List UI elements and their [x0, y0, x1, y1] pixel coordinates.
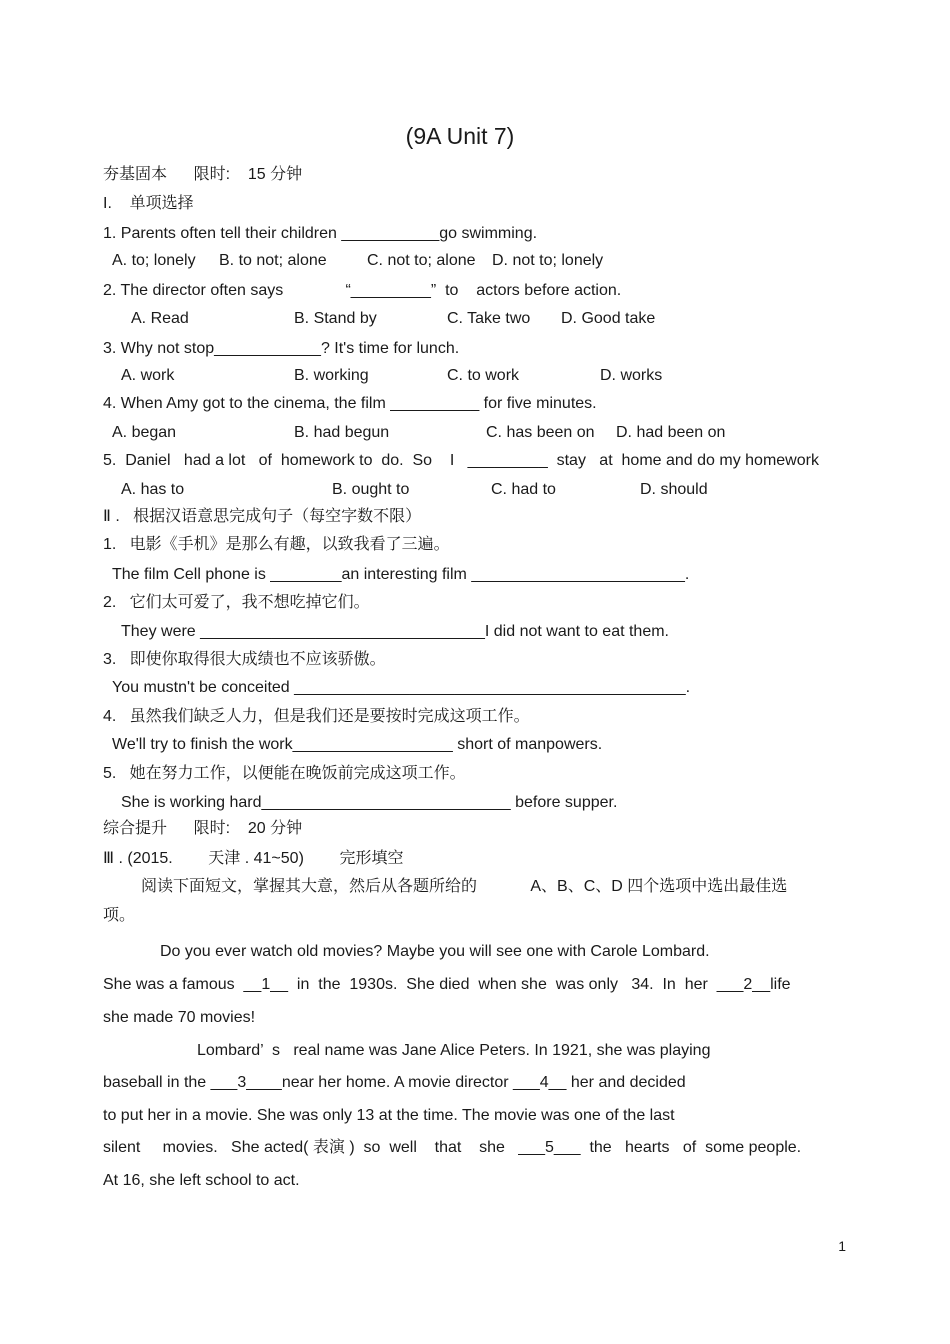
- sentence-1-chinese: 1. 电影《手机》是那么有趣，以致我看了三遍。: [103, 536, 450, 553]
- option-d: D. works: [600, 367, 663, 384]
- sentence-3-chinese: 3. 即使你取得很大成绩也不应该骄傲。: [103, 651, 386, 668]
- part2-title: Ⅱ . 根据汉语意思完成句子（每空字数不限）: [103, 508, 422, 525]
- question-2: 2. The director often says “_________” to actors before action.: [103, 282, 622, 299]
- question-3: 3. Why not stop____________? It's time for lunch.: [103, 340, 460, 357]
- sentence-5-chinese: 5. 她在努力工作，以便能在晚饭前完成这项工作。: [103, 765, 466, 782]
- passage-line-8: At 16, she left school to act.: [103, 1172, 300, 1189]
- option-d: D. should: [640, 481, 708, 498]
- question-1: 1. Parents often tell their children ___________go swimming.: [103, 225, 538, 242]
- option-c: C. has been on: [486, 424, 595, 441]
- page-title: (9A Unit 7): [405, 123, 515, 149]
- option-b: B. Stand by: [294, 310, 377, 327]
- option-a: A. Read: [131, 310, 189, 327]
- question-5: 5. Daniel had a lot of homework to do. So I _________ stay at home and do my homework: [103, 452, 819, 469]
- sentence-5-english: She is working hard____________________________ before supper.: [121, 794, 618, 811]
- question-4: 4. When Amy got to the cinema, the film __________ for five minutes.: [103, 395, 597, 412]
- sentence-2-english: They were ________________________________I did not want to eat them.: [121, 623, 669, 640]
- option-a: A. has to: [121, 481, 185, 498]
- sentence-4-chinese: 4. 虽然我们缺乏人力，但是我们还是要按时完成这项工作。: [103, 708, 530, 725]
- passage-line-1: Do you ever watch old movies? Maybe you will see one with Carole Lombard.: [160, 943, 710, 960]
- option-d: D. had been on: [616, 424, 726, 441]
- option-a: A. began: [112, 424, 177, 441]
- option-c: C. not to; alone: [367, 252, 476, 269]
- option-d: D. not to; lonely: [492, 252, 604, 269]
- sentence-4-english: We'll try to finish the work__________________ short of manpowers.: [112, 736, 603, 753]
- option-b: B. had begun: [294, 424, 390, 441]
- passage-line-3: she made 70 movies!: [103, 1009, 256, 1026]
- option-c: C. to work: [447, 367, 520, 384]
- option-b: B. working: [294, 367, 369, 384]
- part3-title: Ⅲ . (2015. 天津 . 41~50) 完形填空: [103, 850, 404, 867]
- passage-line-2: She was a famous __1__ in the 1930s. She died when she was only 34. In her ___2__life: [103, 976, 791, 993]
- passage-line-5: baseball in the ___3____near her home. A movie director ___4__ her and decided: [103, 1074, 686, 1091]
- option-c: C. Take two: [447, 310, 531, 327]
- section-basic-header: 夯基固本 限时: 15 分钟: [103, 166, 303, 183]
- option-d: D. Good take: [561, 310, 656, 327]
- page-number: 1: [838, 1238, 846, 1254]
- option-a: A. to; lonely: [112, 252, 196, 269]
- section-advanced-header: 综合提升 限时: 20 分钟: [103, 820, 303, 837]
- option-a: A. work: [121, 367, 175, 384]
- passage-line-6: to put her in a movie. She was only 13 at the time. The movie was one of the last: [103, 1107, 675, 1124]
- option-b: B. to not; alone: [219, 252, 327, 269]
- sentence-1-english: The film Cell phone is ________an interesting film ________________________.: [112, 566, 690, 583]
- instructions-line-2: 项。: [103, 907, 136, 924]
- option-b: B. ought to: [332, 481, 410, 498]
- instructions-line-1: 阅读下面短文，掌握其大意，然后从各题所给的 A、B、C、D 四个选项中选出最佳选: [141, 878, 788, 895]
- sentence-2-chinese: 2. 它们太可爱了，我不想吃掉它们。: [103, 594, 370, 611]
- passage-line-7: silent movies. She acted( 表演 ) so well that she ___5___ the hearts of some people.: [103, 1139, 802, 1156]
- sentence-3-english: You mustn't be conceited ____________________________________________.: [112, 679, 691, 696]
- part1-title: I. 单项选择: [103, 195, 194, 212]
- passage-line-4: Lombard’ s real name was Jane Alice Peters. In 1921, she was playing: [197, 1042, 711, 1059]
- option-c: C. had to: [491, 481, 556, 498]
